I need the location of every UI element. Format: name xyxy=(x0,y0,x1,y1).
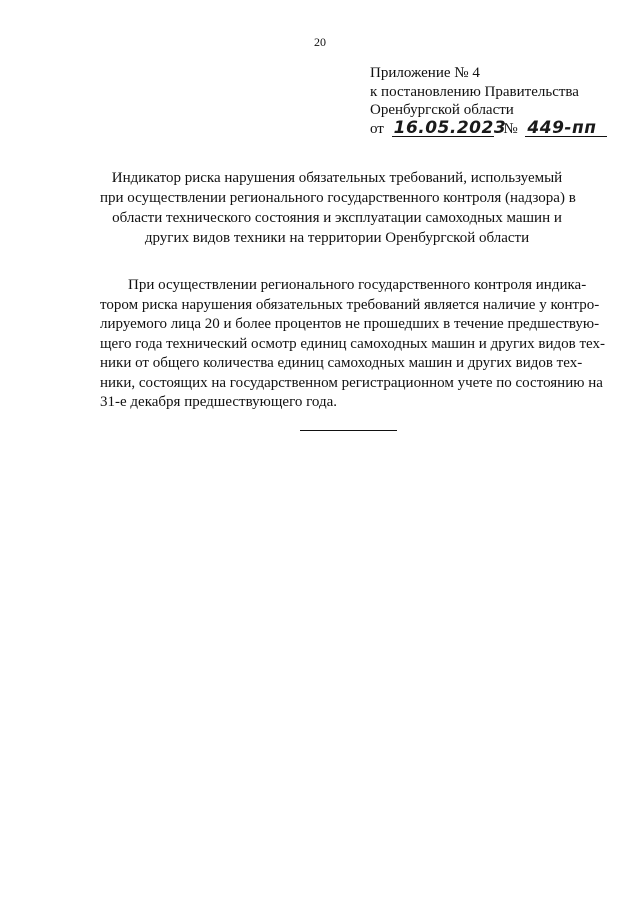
appendix-region: Оренбургской области xyxy=(370,102,514,118)
title-line: других видов техники на территории Оренбургской области xyxy=(144,230,530,246)
end-separator-line xyxy=(300,430,397,431)
body-line: тором риска нарушения обязательных требований является наличие у контро- xyxy=(100,296,600,313)
handwritten-date: 16.05.2023 xyxy=(393,117,507,138)
appendix-date-number-row xyxy=(370,117,607,139)
body-paragraph xyxy=(100,276,606,413)
document-title xyxy=(100,168,574,248)
body-line: ники, состоящих на государственном регистрационном учете по состоянию на xyxy=(100,374,603,391)
title-line: при осуществлении регионального государственного контроля (надзора) в xyxy=(100,190,576,206)
page-number: 20 xyxy=(314,35,326,49)
body-line: При осуществлении регионального государственного контроля индика- xyxy=(128,277,587,293)
body-line: щего года технический осмотр единиц самоходных машин и других видов тех- xyxy=(100,335,606,352)
body-line: лируемого лица 20 и более процентов не прошедших в течение предшествую- xyxy=(100,316,600,332)
appendix-title: Приложение № 4 xyxy=(370,65,480,81)
body-line: ники от общего количества единиц самоходных машин и других видов тех- xyxy=(100,355,583,371)
appendix-resolution-ref: к постановлению Правительства xyxy=(370,83,579,100)
handwritten-number: 449-пп xyxy=(525,121,607,137)
title-line: области технического состояния и эксплуатации самоходных машин и xyxy=(112,210,562,226)
body-line: 31-е декабря предшествующего года. xyxy=(100,394,338,410)
from-label: от xyxy=(370,120,384,137)
number-label: № xyxy=(503,120,518,137)
title-line: Индикатор риска нарушения обязательных требований, используемый xyxy=(111,170,563,186)
appendix-header xyxy=(370,64,607,138)
